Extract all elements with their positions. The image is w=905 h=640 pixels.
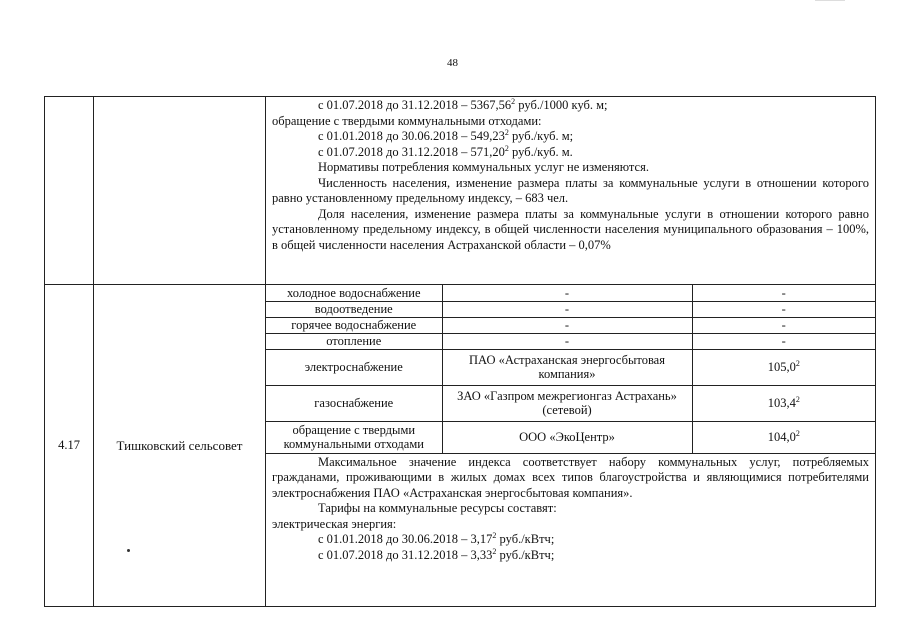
provider-cell: - [442,333,692,349]
service-name-cell: холодное водоснабжение [266,285,442,301]
provider-cell: ЗАО «Газпром межрегионгаз Астрахань» (сетевой) [442,385,692,421]
index-cell: 105,0$^2$ [692,349,875,385]
tariff-line: с 01.07.2018 до 31.12.2018 – 3,33$^2$ руб./кВтч; [318,546,555,562]
provider-cell: ООО «ЭкоЦентр» [442,421,692,453]
table-row-previous [45,97,876,285]
services-table [266,285,875,454]
paragraph: электрическая энергия: [272,516,397,531]
paragraph: Нормативы потребления коммунальных услуг не изменяются. [318,160,649,174]
service-name-cell: газоснабжение [266,385,442,421]
service-row [266,285,875,301]
paragraph: Численность населения, изменение размера платы за коммунальные услуги в отношении которого равно установленному предельному индексу, – 683 чел. [272,175,869,205]
municipality-name-cell: Тишковский сельсовет [94,285,266,607]
row-text-block [266,454,875,565]
tariff-heading: обращение с твердыми коммунальными отходами: [272,113,542,128]
service-row [266,385,875,421]
service-row [266,317,875,333]
tariff-line: с 01.07.2018 до 31.12.2018 – 5367,56$^2$ руб./1000 куб. м; [318,96,608,112]
paragraph: Максимальное значение индекса соответствует набору коммунальных услуг, потребляемых гражданами, проживающими в жилых домах всех типов благоустройства и являющимися потребителями электроснабжения ПАО «Астраханская энергосбытовая компания». [272,454,869,500]
service-name-cell: горячее водоснабжение [266,317,442,333]
index-cell: - [692,333,875,349]
page-number: 48 [447,57,458,69]
row-number-cell [45,97,94,285]
service-name-cell: обращение с твердыми коммунальными отходами [266,421,442,453]
service-name-cell: водоотведение [266,301,442,317]
paragraph: Тарифы на коммунальные ресурсы составят: [318,501,557,515]
provider-cell: - [442,301,692,317]
service-row [266,333,875,349]
tariff-line: с 01.01.2018 до 30.06.2018 – 3,17$^2$ руб./кВтч; [318,530,555,546]
provider-cell: - [442,285,692,301]
tariff-line: с 01.07.2018 до 31.12.2018 – 571,20$^2$ руб./куб. м. [318,143,573,159]
service-row [266,301,875,317]
scan-dot [127,549,130,552]
index-cell: - [692,301,875,317]
service-row [266,349,875,385]
service-name-cell: электроснабжение [266,349,442,385]
paragraph: Доля населения, изменение размера платы за коммунальные услуги в отношении которого равно установленному предельному индексу, в общей численности населения муниципального образования – 100%, в общей численности населения Астраханской области – 0,07% [272,206,869,252]
table-row-4-17 [45,285,876,607]
provider-cell: - [442,317,692,333]
provider-cell: ПАО «Астраханская энергосбытовая компания» [442,349,692,385]
row-name-cell [94,97,266,285]
index-cell: 103,4$^2$ [692,385,875,421]
row-number-cell: 4.17 [45,285,94,607]
index-cell: - [692,285,875,301]
tariff-line: с 01.01.2018 до 30.06.2018 – 549,23$^2$ руб./куб. м; [318,127,574,143]
scan-artifact [815,0,845,7]
row-text-cell [266,97,876,285]
index-cell: 104,0$^2$ [692,421,875,453]
index-cell: - [692,317,875,333]
service-name-cell: отопление [266,333,442,349]
regions-table [44,96,876,607]
service-row [266,421,875,453]
services-cell [266,285,876,607]
